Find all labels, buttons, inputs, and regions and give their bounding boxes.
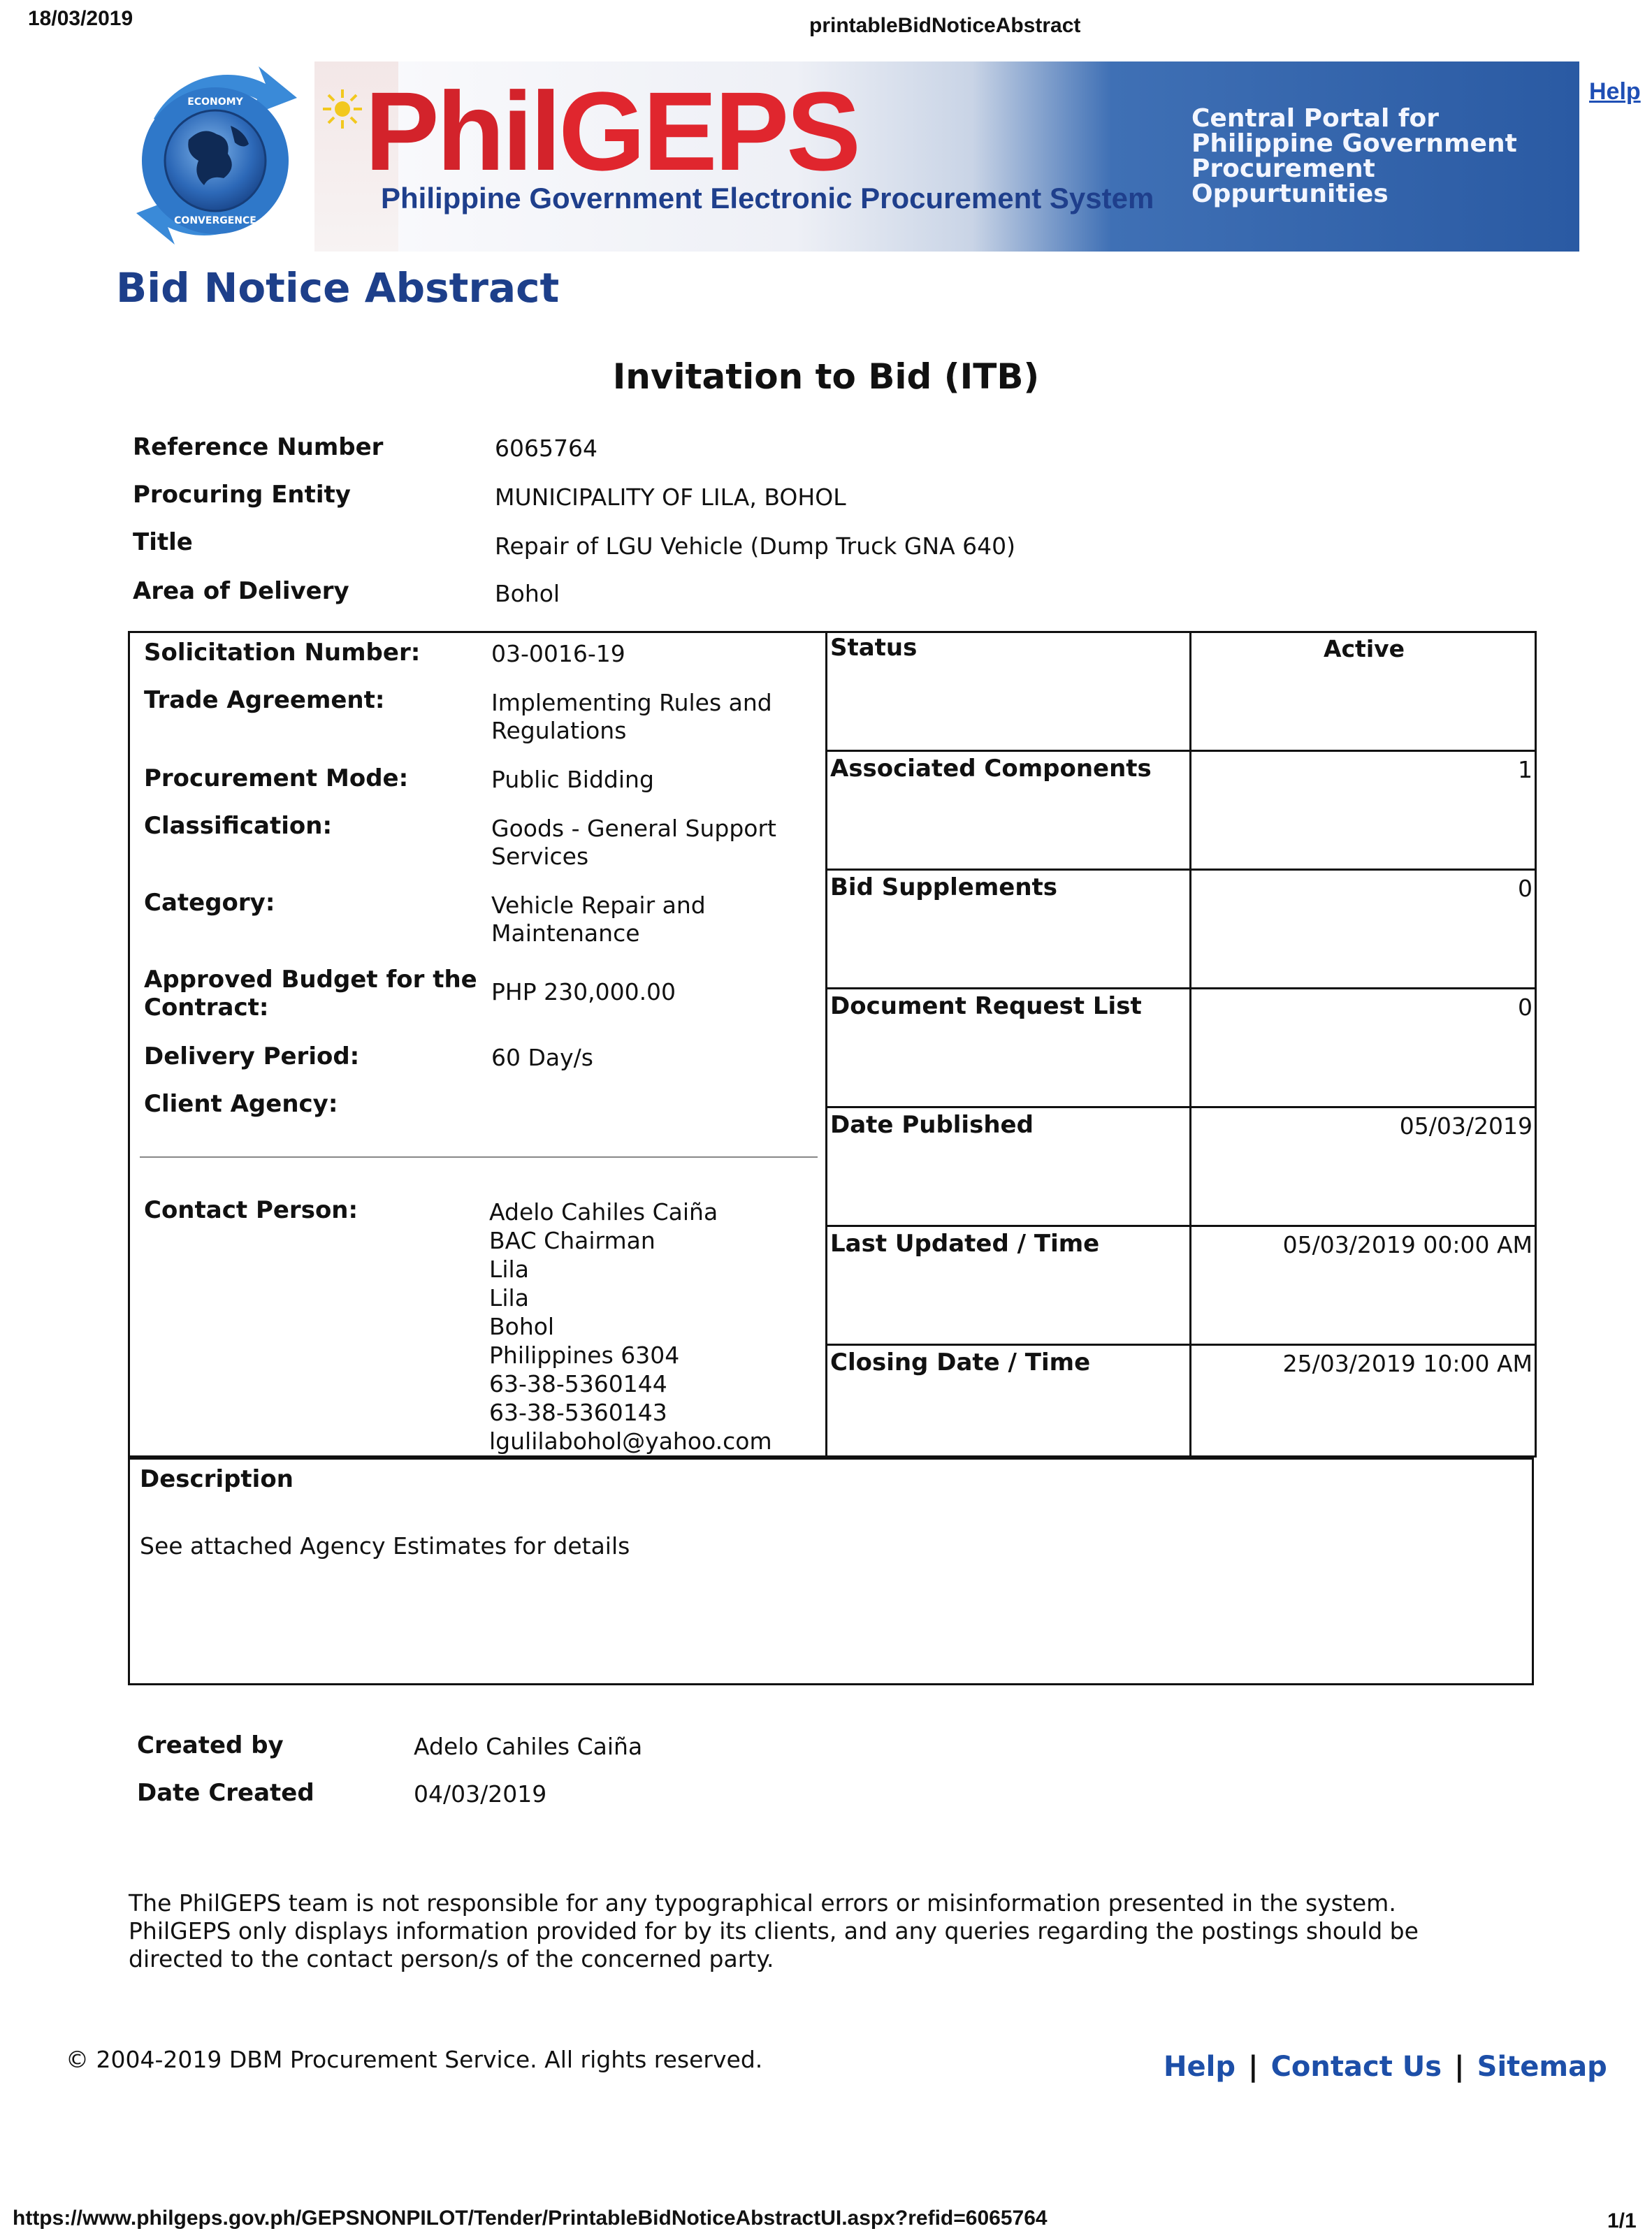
contact-phone-2: 63-38-5360143 (489, 1399, 667, 1426)
trade-agreement-line-1: Implementing Rules and (491, 689, 772, 716)
date-published-value: 05/03/2019 (1399, 1112, 1533, 1140)
footer-separator: | (1454, 2051, 1465, 2083)
closing-date-row (825, 1344, 1537, 1458)
portal-line-3: Procurement Oppurtunities (1191, 154, 1389, 208)
trade-agreement-value (491, 689, 772, 745)
status-grid (825, 631, 1537, 1458)
contact-person-value (489, 1198, 772, 1455)
disclaimer-line-1: The PhilGEPS team is not responsible for any typographical errors or misinformation presented in the system. (129, 1889, 1396, 1917)
approved-budget-label-line-2: Contract: (144, 994, 269, 1022)
bid-supplements-row (825, 869, 1537, 987)
date-published-row (825, 1106, 1537, 1225)
date-created-label: Date Created (137, 1779, 314, 1807)
classification-label: Classification: (144, 812, 333, 840)
document-request-list-value: 0 (1518, 994, 1533, 1021)
bid-supplements-label: Bid Supplements (825, 871, 1191, 987)
footer-contact-link[interactable]: Contact Us (1270, 2051, 1442, 2083)
contact-position: BAC Chairman (489, 1227, 655, 1254)
contact-name: Adelo Cahiles Caiña (489, 1198, 718, 1226)
client-agency-label: Client Agency: (144, 1090, 338, 1118)
disclaimer (129, 1889, 1419, 1973)
contact-province: Bohol (489, 1313, 555, 1340)
category-label: Category: (144, 889, 275, 917)
print-page-number: 1/1 (1607, 2209, 1637, 2232)
document-request-list-label: Document Request List (825, 989, 1191, 1106)
header-help-link[interactable]: Help (1589, 78, 1641, 105)
logo-geps: GEPS (558, 68, 858, 194)
created-by-value: Adelo Cahiles Caiña (414, 1733, 643, 1760)
footer-sitemap-link[interactable]: Sitemap (1477, 2051, 1607, 2083)
category-line-2: Maintenance (491, 920, 640, 947)
procurement-mode-value: Public Bidding (491, 766, 654, 793)
status-value: Active (1323, 635, 1405, 662)
disclaimer-line-2: PhilGEPS only displays information provided for by its clients, and any queries regarding the postings should be (129, 1917, 1419, 1945)
approved-budget-label-line-1: Approved Budget for the (144, 966, 477, 994)
portal-line-2: Philippine Government (1191, 129, 1517, 158)
created-by-label: Created by (137, 1731, 284, 1759)
portal-line-1: Central Portal for (1191, 104, 1439, 133)
classification-line-1: Goods - General Support (491, 815, 776, 842)
left-divider (140, 1156, 818, 1158)
last-updated-label: Last Updated / Time (825, 1227, 1191, 1344)
title-value: Repair of LGU Vehicle (Dump Truck GNA 640) (495, 532, 1016, 560)
document-request-list-row (825, 987, 1537, 1106)
classification-value (491, 815, 776, 871)
banner-subtitle: Philippine Government Electronic Procurement System (381, 182, 1154, 215)
document-heading: Invitation to Bid (ITB) (612, 356, 1040, 397)
footer-links (1164, 2051, 1607, 2083)
approved-budget-value: PHP 230,000.00 (491, 978, 676, 1005)
description-box (128, 1458, 1534, 1685)
classification-line-2: Services (491, 843, 589, 870)
delivery-period-value: 60 Day/s (491, 1044, 593, 1071)
bid-supplements-value: 0 (1518, 875, 1533, 902)
associated-components-label: Associated Components (825, 752, 1191, 869)
print-date: 18/03/2019 (28, 7, 133, 30)
status-row (825, 631, 1537, 750)
description-label: Description (140, 1465, 294, 1493)
globe-logo-icon (126, 56, 307, 252)
contact-email: lgulilabohol@yahoo.com (489, 1427, 772, 1455)
area-of-delivery-value: Bohol (495, 580, 560, 607)
contact-address-1: Lila (489, 1256, 529, 1283)
last-updated-row (825, 1225, 1537, 1344)
associated-components-row (825, 750, 1537, 869)
page-title: Bid Notice Abstract (116, 264, 560, 312)
closing-date-label: Closing Date / Time (825, 1346, 1191, 1458)
trade-agreement-label: Trade Agreement: (144, 686, 385, 714)
area-of-delivery-label: Area of Delivery (133, 577, 349, 605)
philgeps-banner (314, 61, 1579, 252)
globe-text-top: ECONOMY (187, 96, 243, 108)
contact-phone-1: 63-38-5360144 (489, 1370, 667, 1397)
footer-help-link[interactable]: Help (1164, 2051, 1236, 2083)
date-created-value: 04/03/2019 (414, 1780, 547, 1808)
disclaimer-line-3: directed to the contact person/s of the concerned party. (129, 1945, 774, 1972)
category-value (491, 892, 706, 947)
sun-icon (321, 88, 363, 130)
print-url: https://www.philgeps.gov.ph/GEPSNONPILOT/Tender/PrintableBidNoticeAbstractUI.aspx?refid=6065764 (13, 2207, 1048, 2230)
solicitation-number-label: Solicitation Number: (144, 639, 421, 667)
print-page-title: printableBidNoticeAbstract (809, 14, 1081, 37)
reference-number-label: Reference Number (133, 433, 384, 461)
logo-phil: Phil (365, 68, 559, 194)
procuring-entity-label: Procuring Entity (133, 481, 351, 509)
contact-country: Philippines 6304 (489, 1342, 680, 1369)
title-label: Title (133, 528, 193, 556)
description-text: See attached Agency Estimates for details (140, 1532, 630, 1560)
footer-separator: | (1247, 2051, 1259, 2083)
contact-person-label: Contact Person: (144, 1196, 358, 1224)
reference-number-value: 6065764 (495, 435, 597, 462)
approved-budget-label (144, 966, 477, 1022)
portal-tagline (1191, 106, 1579, 207)
procurement-mode-label: Procurement Mode: (144, 764, 409, 792)
category-line-1: Vehicle Repair and (491, 892, 706, 919)
delivery-period-label: Delivery Period: (144, 1042, 360, 1070)
philgeps-logo (365, 68, 858, 194)
status-label: Status (825, 631, 1191, 750)
last-updated-value: 05/03/2019 00:00 AM (1282, 1231, 1533, 1258)
trade-agreement-line-2: Regulations (491, 717, 627, 744)
copyright: © 2004-2019 DBM Procurement Service. All rights reserved. (66, 2046, 763, 2073)
closing-date-value: 25/03/2019 10:00 AM (1282, 1350, 1533, 1377)
solicitation-number-value: 03-0016-19 (491, 640, 625, 667)
date-published-label: Date Published (825, 1108, 1191, 1225)
associated-components-value: 1 (1518, 756, 1533, 783)
procuring-entity-value: MUNICIPALITY OF LILA, BOHOL (495, 484, 846, 511)
globe-text-bottom: CONVERGENCE (174, 215, 256, 226)
contact-address-2: Lila (489, 1284, 529, 1311)
